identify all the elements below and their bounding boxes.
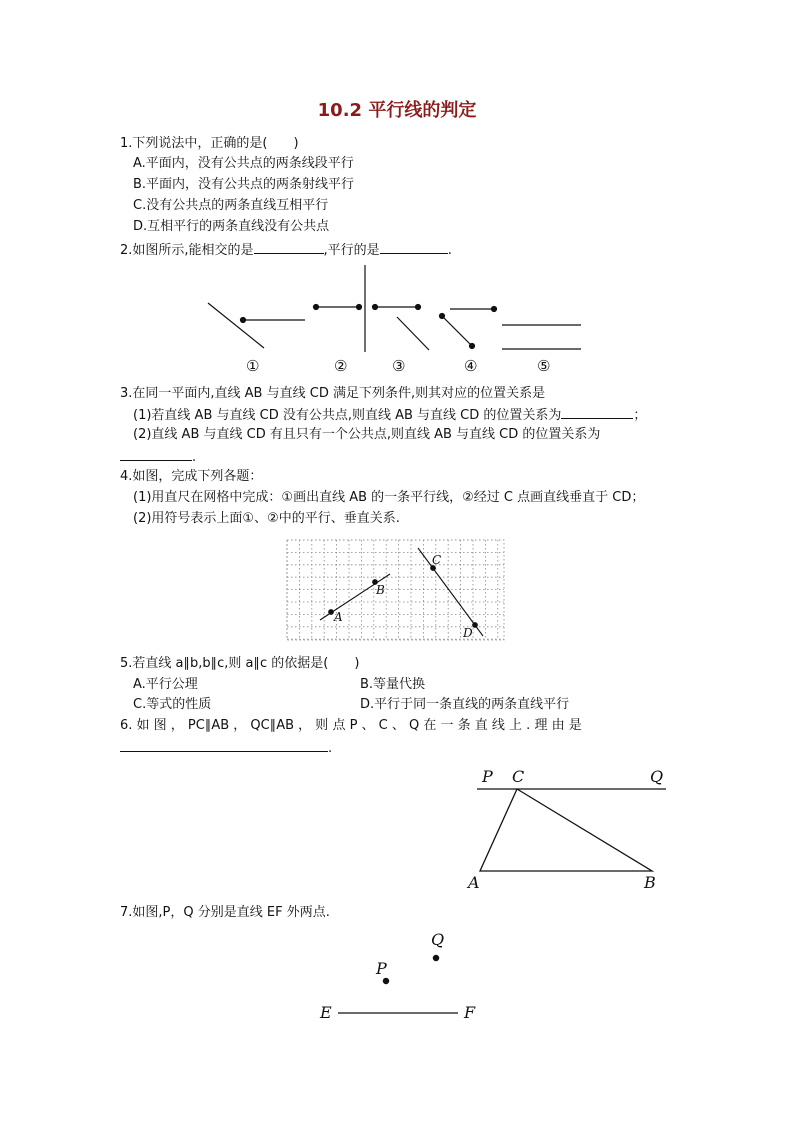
q3-stem: 3.在同一平面内,直线 AB 与直线 CD 满足下列条件,则其对应的位置关系是 bbox=[120, 386, 546, 401]
q6-label-p: P bbox=[482, 767, 493, 786]
q7-label-q: Q bbox=[431, 930, 445, 949]
q7-figure bbox=[338, 955, 458, 1013]
q7-label-f: F bbox=[464, 1003, 476, 1022]
q6-label-a: A bbox=[468, 873, 480, 892]
q5-option-a: A.平行公理 bbox=[133, 677, 198, 692]
q4-label-d: D bbox=[463, 626, 473, 640]
q6-triangle-abc bbox=[480, 789, 652, 871]
q6-end: . bbox=[328, 741, 333, 756]
q2-stem-part2: ,平行的是 bbox=[323, 243, 380, 258]
q6-stem: 6. 如 图 ， PC∥AB ， QC∥AB ， 则 点 P 、 C 、 Q 在 一 条 直 线 上 . 理 由 是 bbox=[120, 718, 582, 733]
q2-label-3: ③ bbox=[392, 357, 406, 375]
q7-point-q bbox=[433, 955, 438, 960]
q3-sub1-text: (1)若直线 AB 与直线 CD 没有公共点,则直线 AB 与直线 CD 的位置关系为 bbox=[133, 408, 562, 423]
q7-point-p bbox=[383, 978, 388, 983]
q2-fig3-ray bbox=[397, 317, 429, 350]
q5-stem: 5.若直线 a∥b,b∥c,则 a∥c 的依据是( ) bbox=[120, 656, 360, 671]
q2-label-5: ⑤ bbox=[537, 357, 551, 375]
page-title: 10.2 平行线的判定 bbox=[317, 100, 477, 121]
q6-answer bbox=[120, 738, 332, 758]
q6-blank-reason[interactable] bbox=[120, 738, 328, 752]
q3-sub2: (2)直线 AB 与直线 CD 有且只有一个公共点,则直线 AB 与直线 CD 的位置关系为 bbox=[133, 427, 601, 442]
q4-sub1: (1)用直尺在网格中完成：①画出直线 AB 的一条平行线，②经过 C 点画直线垂直于 CD； bbox=[133, 490, 645, 505]
q2-label-4: ④ bbox=[464, 357, 478, 375]
q4-sub2: (2)用符号表示上面①、②中的平行、垂直关系. bbox=[133, 511, 400, 526]
q3-sub1 bbox=[133, 405, 646, 425]
q4-label-b: B bbox=[376, 583, 385, 597]
q2-figure bbox=[208, 265, 581, 352]
q5-option-b: B.等量代换 bbox=[360, 677, 426, 692]
q5-option-c: C.等式的性质 bbox=[133, 697, 212, 712]
q1-option-d: D.互相平行的两条直线没有公共点 bbox=[133, 219, 330, 234]
q7-label-e: E bbox=[320, 1003, 332, 1022]
q4-label-c: C bbox=[432, 553, 442, 567]
q6-figure bbox=[477, 789, 666, 871]
q7-label-p: P bbox=[376, 959, 387, 978]
q2-fig4-segment-slant bbox=[442, 316, 472, 346]
q6-label-b: B bbox=[644, 873, 656, 892]
q4-label-a: A bbox=[334, 610, 343, 624]
q2-fig1-line bbox=[208, 303, 264, 348]
q3-sub2-end: . bbox=[192, 450, 197, 465]
q4-point-d bbox=[473, 623, 478, 628]
q4-figure bbox=[320, 548, 483, 636]
q2-fig1-endpoint bbox=[241, 318, 246, 323]
q3-sub2-answer bbox=[120, 447, 196, 467]
q2-stem-end: . bbox=[447, 243, 452, 258]
q1-option-b: B.平面内，没有公共点的两条射线平行 bbox=[133, 177, 355, 192]
q4-point-a bbox=[329, 610, 334, 615]
q5-option-d: D.平行于同一条直线的两条直线平行 bbox=[360, 697, 570, 712]
q6-label-c: C bbox=[512, 767, 525, 786]
q3-sub1-end: ； bbox=[633, 408, 647, 423]
q2-label-1: ① bbox=[246, 357, 260, 375]
q2-stem-part1: 2.如图所示,能相交的是 bbox=[120, 243, 254, 258]
q2-label-2: ② bbox=[334, 357, 348, 375]
q1-option-a: A.平面内，没有公共点的两条线段平行 bbox=[133, 156, 354, 171]
q7-stem: 7.如图,P，Q 分别是直线 EF 外两点. bbox=[120, 905, 330, 920]
q1-option-c: C.没有公共点的两条直线互相平行 bbox=[133, 198, 329, 213]
q6-label-q: Q bbox=[650, 767, 664, 786]
q1-stem: 1.下列说法中，正确的是( ) bbox=[120, 136, 299, 151]
q3-blank-1[interactable] bbox=[561, 405, 633, 419]
q4-stem: 4.如图，完成下列各题： bbox=[120, 469, 263, 484]
q3-blank-2[interactable] bbox=[120, 447, 192, 461]
